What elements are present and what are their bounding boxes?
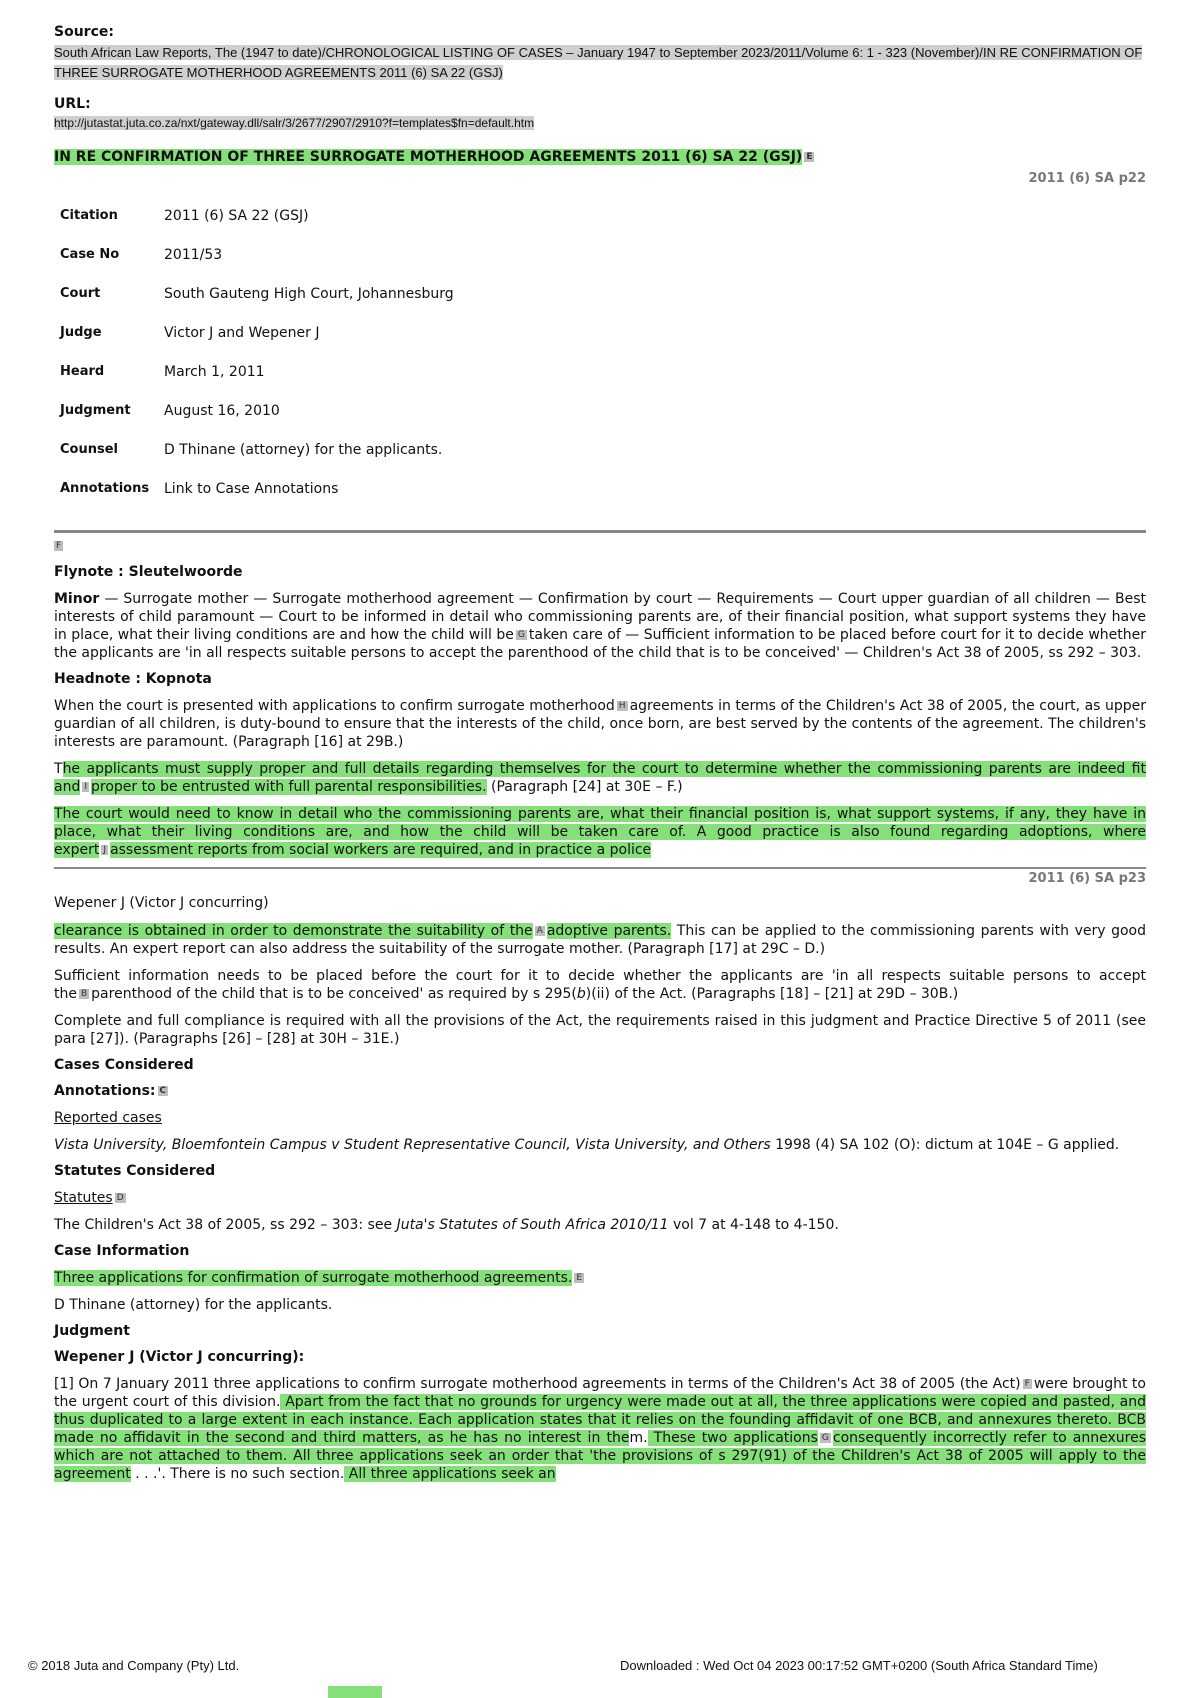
- meta-row-heard: Heard March 1, 2011: [60, 364, 265, 380]
- headnote-paragraph: The court would need to know in detail who the commissioning parents are, what their financial position is, what support systems, if any, they have in place, what their living conditions are, and how the child will be taken care of. A good practice is also found regarding adoptions, where expert J assessment reports from social workers are required, and in practice a police: [54, 806, 1146, 858]
- footer-copyright: © 2018 Juta and Company (Pty) Ltd.: [28, 1658, 240, 1673]
- source-text: South African Law Reports, The (1947 to date)/CHRONOLOGICAL LISTING OF CASES – January 1947 to September 2023/2011/Volume 6: 1 - 323 (November)/IN RE CONFIRMATION OF THREE SURROGATE MOTHERHOOD AGREEMENTS 2011 (6) SA 22 (GSJ): [54, 45, 1143, 80]
- url-label: URL:: [54, 96, 91, 112]
- margin-marker: E: [576, 1273, 583, 1283]
- margin-marker: I: [84, 782, 87, 792]
- meta-row-judge: Judge Victor J and Wepener J: [60, 325, 320, 341]
- running-head: Wepener J (Victor J concurring): [54, 895, 269, 911]
- margin-marker: F: [56, 540, 62, 551]
- statutes-label: Statutes D: [54, 1190, 124, 1206]
- margin-marker: B: [80, 989, 88, 999]
- margin-marker: G: [821, 1433, 829, 1443]
- case-title: [54, 149, 1146, 165]
- annotations-heading: Annotations: C: [54, 1083, 167, 1099]
- url-link[interactable]: http://jutastat.juta.co.za/nxt/gateway.dll/salr/3/2677/2907/2910?f=templates$fn=default.htm: [54, 116, 535, 130]
- headnote-paragraph: When the court is presented with applications to confirm surrogate motherhood H agreements in terms of the Children's Act 38 of 2005, the court, as upper guardian of all children, is duty-bound to ensure that the interests of the child, once born, are best served by the contents of the agreement. The children's interests are paramount. (Paragraph [16] at 29B.): [54, 698, 1146, 750]
- page-divider: [54, 867, 1146, 869]
- headnote-paragraph: The applicants must supply proper and full details regarding themselves for the court to determine whether the commissioning parents are indeed fit and I proper to be entrusted with full parental responsibilities. (Paragraph [24] at 30E – F.): [54, 761, 1146, 795]
- case-citation: Vista University, Bloemfontein Campus v Student Representative Council, Vista University, and Others 1998 (4) SA 102 (O): dictum at 104E – G applied.: [54, 1137, 1120, 1153]
- margin-marker: J: [103, 845, 107, 855]
- cases-heading: Cases Considered: [54, 1057, 194, 1073]
- reported-cases-label: Reported cases: [54, 1110, 162, 1126]
- flynote-text: Minor — Surrogate mother — Surrogate motherhood agreement — Confirmation by court — Requirements — Court upper guardian of all children — Best interests of child paramount — Court to be informed in detail who commissioning parents are, of their financial position, what support systems they have in place, what their living conditions are and how the child will be G taken care of — Sufficient information to be placed before court for it to decide whether the applicants are 'in all respects suitable persons to accept the parenthood of the child that is to be conceived' — Children's Act 38 of 2005, ss 292 – 303.: [54, 591, 1146, 661]
- highlight-fragment: [328, 1686, 382, 1698]
- meta-row-case-no: Case No 2011/53: [60, 247, 223, 263]
- case-metadata-table: [60, 208, 454, 520]
- document-page: [54, 24, 1146, 1492]
- case-info-text: Three applications for confirmation of surrogate motherhood agreements. E: [54, 1270, 583, 1286]
- margin-marker: H: [618, 701, 626, 711]
- headnote-paragraph: Complete and full compliance is required with all the provisions of the Act, the requirements raised in this judgment and Practice Directive 5 of 2011 (see para [27]). (Paragraphs [26] – [28] at 30H – 31E.): [54, 1013, 1146, 1047]
- meta-row-counsel: Counsel D Thinane (attorney) for the applicants.: [60, 442, 443, 458]
- headnote-paragraph: Sufficient information needs to be placed before the court for it to decide whether the applicants are 'in all respects suitable persons to accept the B parenthood of the child that is to be conceived' as required by s 295(b)(ii) of the Act. (Paragraphs [18] – [21] at 29D – 30B.): [54, 968, 1146, 1002]
- margin-marker: E: [806, 152, 813, 162]
- meta-row-annotations: Annotations Link to Case Annotations: [60, 481, 454, 520]
- flynote-heading: Flynote : Sleutelwoorde: [54, 564, 243, 580]
- judgment-subheading: Wepener J (Victor J concurring):: [54, 1349, 305, 1365]
- meta-row-judgment: Judgment August 16, 2010: [60, 403, 280, 419]
- meta-row-court: Court South Gauteng High Court, Johannesburg: [60, 286, 454, 302]
- footer-downloaded: Downloaded : Wed Oct 04 2023 00:17:52 GMT+0200 (South Africa Standard Time): [620, 1658, 1098, 1673]
- margin-marker: A: [536, 926, 543, 936]
- page-reference: 2011 (6) SA p23: [1028, 871, 1146, 886]
- headnote-paragraph: clearance is obtained in order to demonstrate the suitability of the A adoptive parents. This can be applied to the commissioning parents with very good results. An expert report can also address the suitability of the surrogate mother. (Paragraph [17] at 29C – D.): [54, 923, 1146, 957]
- margin-marker: C: [159, 1086, 167, 1096]
- judgment-heading: Judgment: [54, 1323, 130, 1339]
- case-info-heading: Case Information: [54, 1243, 190, 1259]
- margin-marker: F: [1024, 1379, 1030, 1389]
- page-reference: 2011 (6) SA p22: [1028, 171, 1146, 186]
- headnote-heading: Headnote : Kopnota: [54, 671, 212, 687]
- margin-marker: G: [517, 630, 525, 640]
- annotations-link[interactable]: Link to Case Annotations: [164, 481, 339, 497]
- statute-citation: The Children's Act 38 of 2005, ss 292 – 303: see Juta's Statutes of South Africa 2010/11 vol 7 at 4-148 to 4-150.: [54, 1217, 839, 1233]
- case-info-counsel: D Thinane (attorney) for the applicants.: [54, 1297, 333, 1313]
- section-divider: [54, 530, 1146, 533]
- judgment-paragraph: [1] On 7 January 2011 three applications to confirm surrogate motherhood agreements in terms of the Children's Act 38 of 2005 (the Act) F were brought to the urgent court of this division. Apart from the fact that no grounds for urgency were made out at all, the three applications were copied and pasted, and thus duplicated to a large extent in each instance. Each application states that it relies on the founding affidavit of one BCB, and annexures thereto. BCB made no affidavit in the second and third matters, as he has no interest in them. These two applications G consequently incorrectly refer to annexures which are not attached to them. All three applications seek an order that 'the provisions of s 297(91) of the Children's Act 38 of 2005 will apply to the agreement . . .'. There is no such section. All three applications seek an: [54, 1376, 1147, 1482]
- case-title-text: IN RE CONFIRMATION OF THREE SURROGATE MOTHERHOOD AGREEMENTS 2011 (6) SA 22 (GSJ): [54, 149, 803, 165]
- statutes-heading: Statutes Considered: [54, 1163, 216, 1179]
- meta-row-citation: Citation 2011 (6) SA 22 (GSJ): [60, 208, 309, 224]
- source-label: Source:: [54, 24, 114, 40]
- margin-marker: D: [116, 1193, 124, 1203]
